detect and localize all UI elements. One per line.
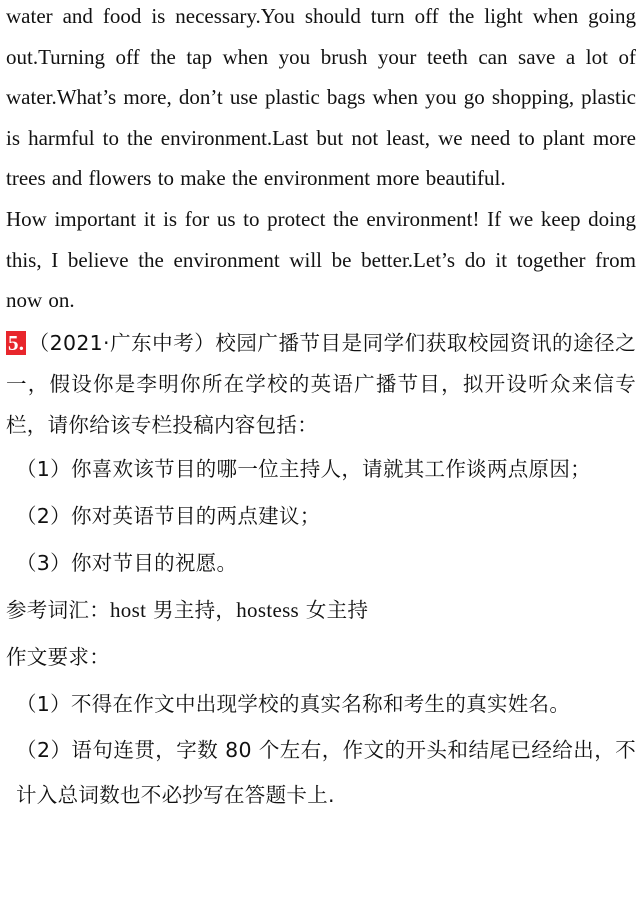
question-intro-text: （2021·广东中考）校园广播节目是同学们获取校园资讯的途径之一，假设你是李明你所在学校的英语广播节目，拟开设听众来信专栏，请你给该专栏投稿内容包括：: [6, 330, 636, 437]
requirement-1: （1）不得在作文中出现学校的真实名称和考生的真实姓名。: [16, 691, 571, 716]
essay-paragraph-tail: water and food is necessary.You should turn off the light when going out.Turning off the tap when you brush your teeth can save a lot of water.What’s more, don’t use plastic bags when you go shopping, plastic is harmful to the environment.Last but not least, we need to plant more trees and flowers to make the environment more beautiful.: [6, 4, 636, 191]
question-block: [6, 323, 636, 818]
essay-sample: [6, 0, 636, 321]
requirements-title: 作文要求：: [6, 644, 110, 669]
vocab-hostess-cn: 女主持: [299, 597, 369, 622]
question-item-2: （2）你对英语节目的两点建议；: [16, 503, 321, 528]
vocab-host: host: [110, 597, 147, 622]
requirement-2: （2）语句连贯，字数 80 个左右，作文的开头和结尾已经给出，不计入总词数也不必抄写在答题卡上.: [16, 737, 636, 807]
question-item-1: （1）你喜欢该节目的哪一位主持人，请就其工作谈两点原因；: [16, 456, 591, 481]
document-page: [6, 0, 636, 818]
vocab-line: [6, 587, 636, 634]
vocab-hostess: hostess: [236, 597, 300, 622]
essay-paragraph-end: How important it is for us to protect the environment! If we keep doing this, I believe the environment will be better.Let’s do it together from now on.: [6, 206, 636, 313]
question-item-3: （3）你对节目的祝愿。: [16, 550, 238, 575]
question-number-badge: 5.: [8, 330, 25, 355]
vocab-host-cn: 男主持，: [146, 597, 237, 622]
question-intro: [6, 323, 636, 446]
vocab-label: 参考词汇：: [6, 597, 110, 622]
